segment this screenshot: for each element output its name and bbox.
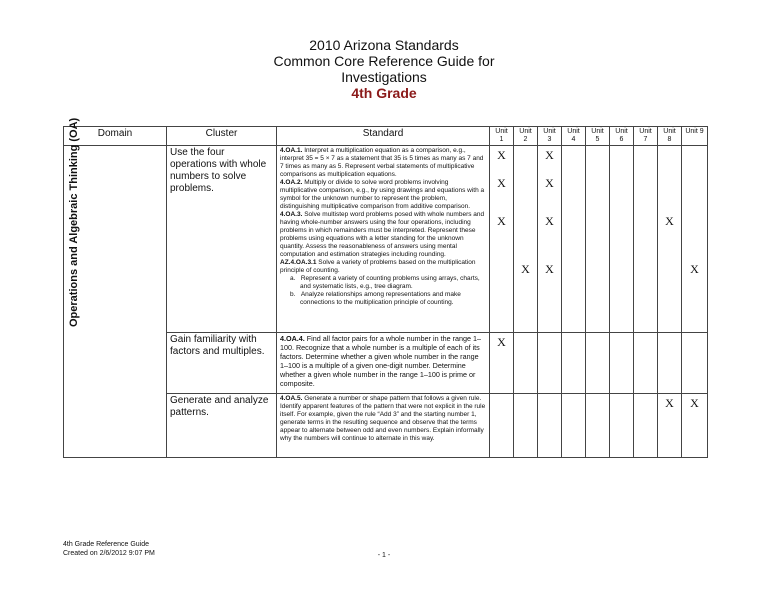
unit-header: Unit 8: [658, 127, 682, 146]
unit-mark: X: [545, 262, 554, 276]
subitem-text: Represent a variety of counting problems using arrays, charts, and systematic lists, e.g., tree diagram.: [300, 275, 480, 290]
unit-cell: [682, 333, 708, 394]
unit-cell: [610, 333, 634, 394]
cluster-cell: Generate and analyze patterns.: [167, 394, 277, 458]
standard-code: 4.OA.4.: [280, 334, 305, 343]
unit-cell: [610, 394, 634, 458]
unit-header: Unit 5: [586, 127, 610, 146]
unit-cell: [490, 146, 514, 333]
subitem-marker: b.: [290, 291, 296, 298]
unit-mark: X: [497, 214, 506, 228]
table-row: [64, 146, 708, 333]
standard-cell: [277, 146, 490, 333]
unit-cell: [634, 333, 658, 394]
unit-mark: X: [665, 214, 674, 228]
standard-text: Generate a number or shape pattern that follows a given rule. Identify apparent features of the pattern that were not explicit in the rule itself. For example, given the rule “Add 3” and the starting number 1, generate terms in the resulting sequence and observe that the terms appear to alternate between odd and even numbers. Explain informally why the numbers will continue to alternate in this way.: [280, 395, 486, 442]
unit-cell: [514, 333, 538, 394]
unit-mark: X: [665, 396, 674, 410]
unit-header: Unit 2: [514, 127, 538, 146]
title-line-3: Investigations: [341, 69, 427, 85]
unit-cell: [538, 333, 562, 394]
standard-text: Multiply or divide to solve word problems involving multiplicative comparison, e.g., by using drawings and equations with a symbol for the unknown number to represent the problem, distinguishing multiplicative comparison from additive comparison.: [280, 179, 485, 210]
title-line-1: 2010 Arizona Standards: [309, 37, 459, 53]
footer-created-date: Created on 2/6/2012 9:07 PM: [63, 550, 155, 557]
domain-header: Domain: [64, 127, 167, 146]
unit-cell: [538, 394, 562, 458]
unit-mark: X: [545, 214, 554, 228]
standard-item: [280, 259, 486, 275]
standard-text: Find all factor pairs for a whole number in the range 1–100. Recognize that a whole number is a multiple of each of its factors. Determine whether a given whole number in the range 1–100 is a multiple of a given one-digit number. Determine whether a given whole number in the range 1–100 is prime or composite.: [280, 334, 481, 388]
title-line-2: Common Core Reference Guide for: [273, 53, 495, 69]
subitem-marker: a.: [290, 275, 296, 282]
page-number: - 1 -: [377, 552, 391, 559]
standard-code: 4.OA.2.: [280, 179, 303, 186]
unit-cell: [514, 146, 538, 333]
standard-text: Solve a variety of problems based on the multiplication principle of counting.: [280, 259, 476, 274]
unit-mark: X: [545, 148, 554, 162]
standard-code: AZ.4.OA.3.1: [280, 259, 317, 266]
unit-cell: [634, 394, 658, 458]
unit-cell: [562, 333, 586, 394]
unit-header: Unit 6: [610, 127, 634, 146]
cluster-header: Cluster: [167, 127, 277, 146]
standard-text: Interpret a multiplication equation as a comparison, e.g., interpret 35 = 5 × 7 as a statement that 35 is 5 times as many as 7 and 7 times as many as 5. Represent verbal statements of multiplicative comparisons as multiplication equations.: [280, 147, 484, 178]
standard-header: Standard: [277, 127, 490, 146]
standard-text: Solve multistep word problems posed with whole numbers and having whole-number answers using the four operations, including problems in which remainders must be interpreted. Represent these problems using equations with a letter standing for the unknown quantity. Assess the reasonableness of answers using mental computation and estimation strategies including rounding.: [280, 211, 485, 258]
cluster-cell: Gain familiarity with factors and multiples.: [167, 333, 277, 394]
unit-cell: [562, 394, 586, 458]
domain-label: Operations and Algebraic Thinking (OA): [68, 117, 80, 327]
unit-cell: [658, 394, 682, 458]
unit-header: Unit 4: [562, 127, 586, 146]
unit-mark: X: [690, 396, 699, 410]
standard-code: 4.OA.1.: [280, 147, 303, 154]
header-row: [64, 127, 708, 146]
unit-header: Unit 9: [682, 127, 708, 146]
standard-code: 4.OA.5.: [280, 395, 303, 402]
unit-mark: X: [521, 262, 530, 276]
standard-item: [280, 211, 486, 259]
unit-header: Unit 7: [634, 127, 658, 146]
unit-mark: X: [497, 335, 506, 349]
unit-header: Unit 3: [538, 127, 562, 146]
unit-cell: [682, 146, 708, 333]
unit-cell: [682, 394, 708, 458]
standards-table: [63, 117, 708, 458]
standard-code: 4.OA.3.: [280, 211, 303, 218]
unit-cell: [658, 333, 682, 394]
grade-title: 4th Grade: [351, 85, 417, 101]
subitem-text: Analyze relationships among representations and make connections to the multiplication principle of counting.: [300, 291, 461, 306]
standard-item: [280, 147, 486, 179]
cluster-cell: Use the four operations with whole numbers to solve problems.: [167, 146, 277, 333]
unit-cell: [586, 394, 610, 458]
unit-cell: [562, 146, 586, 333]
unit-cell: [538, 146, 562, 333]
unit-cell: [586, 333, 610, 394]
unit-mark: X: [545, 176, 554, 190]
unit-cell: [490, 394, 514, 458]
standard-subitem: [280, 275, 486, 291]
standard-item: [280, 179, 486, 211]
unit-header: Unit 1: [490, 127, 514, 146]
unit-mark: X: [497, 176, 506, 190]
unit-cell: [634, 146, 658, 333]
unit-cell: [610, 146, 634, 333]
standard-cell: [277, 333, 490, 394]
unit-mark: X: [497, 148, 506, 162]
unit-mark: X: [690, 262, 699, 276]
unit-cell: [490, 333, 514, 394]
standard-cell: [277, 394, 490, 458]
unit-cell: [658, 146, 682, 333]
footer-guide-name: 4th Grade Reference Guide: [63, 541, 149, 548]
standard-subitem: [280, 291, 486, 307]
unit-cell: [586, 146, 610, 333]
unit-cell: [514, 394, 538, 458]
